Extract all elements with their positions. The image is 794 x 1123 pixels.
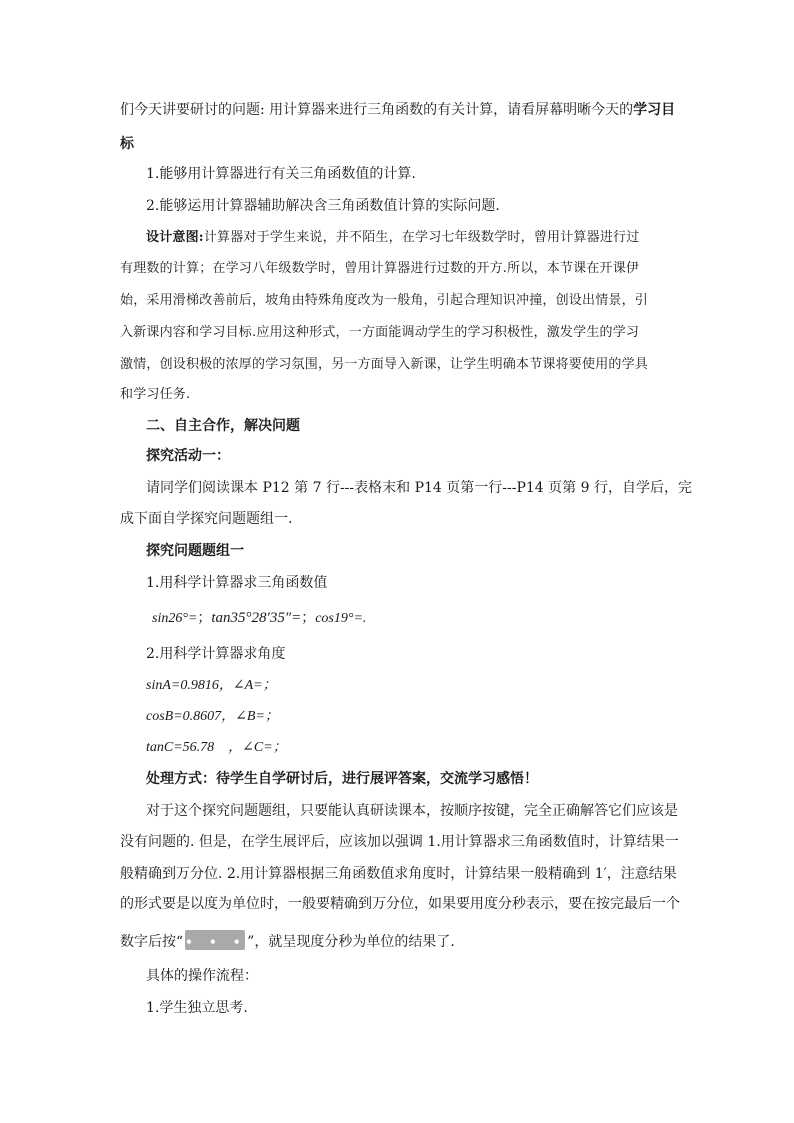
design-text-1: 计算器对于学生来说，并不陌生，在学习七年级数学时，曾用计算器进行过 xyxy=(203,230,640,245)
para-5-pre: 数字后按“ xyxy=(120,934,184,950)
question-2-b: cosB=0.8607，∠B=； xyxy=(146,709,279,724)
para-line-2: 没有问题的. 但是，在学生展评后，应该加以强调 1.用计算器求三角函数值时，计算结果一 xyxy=(120,834,679,850)
cos-item: cos19°=. xyxy=(315,611,367,626)
degree-minute-second-key-icon xyxy=(185,930,271,950)
question-2-title: 2.用科学计算器求角度 xyxy=(146,646,286,662)
design-line-6: 和学习任务. xyxy=(120,387,191,402)
intro-bold-text: 学习目 xyxy=(633,102,676,118)
para-5-post: ”，就呈现度分秒为单位的结果了. xyxy=(247,934,455,950)
key-dots: • • • • xyxy=(185,935,271,949)
method-line xyxy=(146,769,538,789)
goal-2: 2.能够运用计算器辅助解决含三角函数值计算的实际问题. xyxy=(146,198,500,214)
method-label: 处理方式： xyxy=(146,771,216,787)
design-line-4: 入新课内容和学习目标.应用这种形式，一方面能调动学生的学习积极性，激发学生的学习 xyxy=(120,325,640,340)
para-line-1: 对于这个探究问题题组，只要能认真研读课本，按顺序按键，完全正确解答它们应该是 xyxy=(146,803,678,819)
intro-line-2: 标 xyxy=(120,136,134,152)
intro-text: 们今天讲要研讨的问题: 用计算器来进行三角函数的有关计算，请看屏幕明晰今天的 xyxy=(120,102,634,118)
para-line-3: 般精确到万分位. 2.用计算器根据三角函数值求角度时，计算结果一般精确到 1′，注意结果 xyxy=(120,866,677,882)
flow-step-1: 1.学生独立思考. xyxy=(146,1000,248,1016)
goal-1: 1.能够用计算器进行有关三角函数值的计算. xyxy=(146,166,416,182)
separator: ； xyxy=(301,610,316,626)
flow-heading: 具体的操作流程： xyxy=(146,968,258,984)
separator: ； xyxy=(197,610,212,626)
question-2-c: tanC=56.78 ，∠C=； xyxy=(146,740,287,755)
group-heading: 探究问题题组一 xyxy=(146,543,244,559)
tan-item: tan35°28′35″= xyxy=(211,610,302,626)
question-1-items xyxy=(152,608,366,629)
reading-line-1: 请同学们阅读课本 P12 第 7 行---表格末和 P14 页第一行---P14 页第 9 行，自学后，完 xyxy=(146,480,692,496)
design-label: 设计意图: xyxy=(146,230,204,245)
design-line-3: 始，采用滑梯改善前后，坡角由特殊角度改为一般角，引起合理知识冲撞，创设出情景，引 xyxy=(120,293,649,308)
section-heading: 二、自主合作，解决问题 xyxy=(146,418,300,434)
intro-line-1 xyxy=(120,100,675,120)
design-line-1 xyxy=(146,228,639,248)
para-line-4: 的形式要是以度为单位时，一般要精确到万分位，如果要用度分秒表示，要在按完最后一个 xyxy=(120,896,680,912)
design-line-5: 激情，创设积极的浓厚的学习氛围，另一方面导入新课，让学生明确本节课将要使用的学具 xyxy=(120,357,649,372)
design-line-2: 有理数的计算；在学习八年级数学时，曾用计算器进行过数的开方.所以，本节课在开课伊 xyxy=(120,261,640,276)
method-text: 待学生自学研讨后，进行展评答案，交流学习感悟！ xyxy=(216,771,538,787)
reading-line-2: 成下面自学探究问题题组一. xyxy=(120,511,293,527)
question-2-a: sinA=0.9816，∠A=； xyxy=(146,678,277,693)
sin-item: sin26°= xyxy=(152,611,198,626)
para-line-5 xyxy=(120,932,455,952)
activity-heading: 探究活动一： xyxy=(146,448,230,464)
question-1-title: 1.用科学计算器求三角函数值 xyxy=(146,575,328,591)
